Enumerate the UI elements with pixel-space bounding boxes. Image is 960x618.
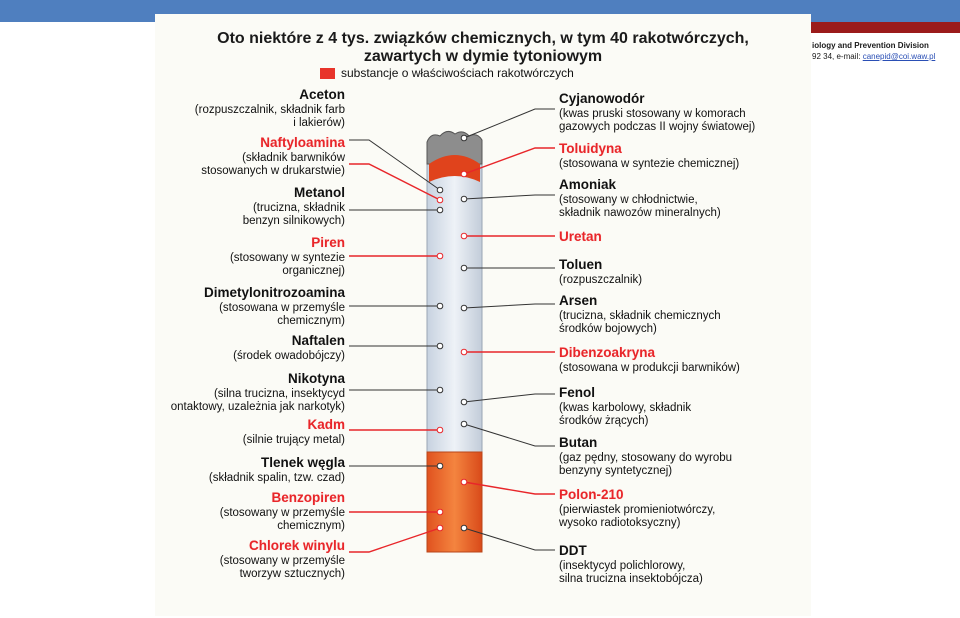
label-right-4 <box>559 256 809 287</box>
label-right-8 <box>559 434 809 478</box>
substance-name: Fenol <box>559 385 595 400</box>
org-name: iology and Prevention Division <box>812 41 929 50</box>
contact-text: 92 34, e-mail: <box>812 52 863 61</box>
label-left-7 <box>159 416 345 447</box>
leader-dot-left-5 <box>437 343 443 349</box>
substance-description: (rozpuszczalnik) <box>559 274 643 286</box>
substance-description: (stosowany w syntezie organicznej) <box>229 252 345 277</box>
substance-description: (stosowany w chłodnictwie, składnik nawozów mineralnych) <box>559 194 721 219</box>
substance-name: Piren <box>311 235 345 250</box>
substance-name: Kadm <box>307 417 345 432</box>
substance-name: Butan <box>559 435 598 450</box>
leader-dot-right-1 <box>461 171 467 177</box>
poster-title-line-1: Oto niektóre z 4 tys. związków chemicznych, w tym 40 rakotwórczych, <box>217 30 749 47</box>
label-left-3 <box>159 234 345 278</box>
leader-dot-left-6 <box>437 387 443 393</box>
substance-name: Metanol <box>293 185 345 200</box>
leader-dot-right-5 <box>461 305 467 311</box>
substance-description: (składnik barwników stosowanych w drukarstwie) <box>201 152 345 177</box>
leader-dot-left-7 <box>437 427 443 433</box>
label-right-3 <box>559 228 809 246</box>
leader-dot-left-1 <box>437 197 443 203</box>
leader-dot-right-6 <box>461 349 467 355</box>
leader-dot-left-2 <box>437 207 443 213</box>
leader-dot-left-9 <box>437 509 443 515</box>
cigarette-paper <box>427 164 482 452</box>
label-right-1 <box>559 140 809 171</box>
substance-description: (stosowana w syntezie chemicznej) <box>559 158 740 170</box>
substance-description: (kwas pruski stosowany w komorach gazowych podczas II wojny światowej) <box>559 108 756 133</box>
substance-description: (stosowany w przemyśle chemicznym) <box>219 507 345 532</box>
leader-dot-right-10 <box>461 525 467 531</box>
substance-name: Nikotyna <box>287 371 345 386</box>
substance-description: (stosowany w przemyśle tworzyw sztucznych) <box>219 555 345 580</box>
poster-title-line-2: zawartych w dymie tytoniowym <box>363 48 603 65</box>
label-left-1 <box>159 134 345 178</box>
substance-description: (insektycyd polichlorowy, silna trucizna insektobójcza) <box>559 560 703 585</box>
substance-name: Amoniak <box>559 177 617 192</box>
substance-name: DDT <box>559 543 587 558</box>
substance-description: (kwas karbolowy, składnik środków żrących) <box>559 402 692 427</box>
substance-name: Chlorek winylu <box>248 538 345 553</box>
leader-dot-right-9 <box>461 479 467 485</box>
label-left-10 <box>159 537 345 581</box>
label-left-6 <box>159 370 345 414</box>
substance-description: (silnie trujący metal) <box>242 434 345 446</box>
label-left-9 <box>159 489 345 533</box>
label-left-2 <box>159 184 345 228</box>
substance-name: Uretan <box>559 229 602 244</box>
label-right-0 <box>559 90 809 134</box>
substance-description: (stosowana w przemyśle chemicznym) <box>219 302 345 327</box>
leader-dot-left-3 <box>437 253 443 259</box>
leader-line-left-0 <box>349 140 440 190</box>
cigarette-filter <box>427 452 482 552</box>
label-left-4 <box>159 284 345 328</box>
leader-dot-right-8 <box>461 421 467 427</box>
leader-dot-right-4 <box>461 265 467 271</box>
substance-name: Tlenek węgla <box>260 455 345 470</box>
substance-name: Cyjanowodór <box>559 91 645 106</box>
leader-dot-left-10 <box>437 525 443 531</box>
label-right-6 <box>559 344 809 375</box>
leader-dot-right-0 <box>461 135 467 141</box>
substance-name: Aceton <box>299 87 345 102</box>
label-left-8 <box>159 454 345 485</box>
email-link[interactable]: canepid@coi.waw.pl <box>862 52 936 61</box>
leader-dot-left-4 <box>437 303 443 309</box>
substance-name: Toluen <box>559 257 603 272</box>
legend-text: substancje o właściwościach rakotwórczych <box>341 66 574 80</box>
leader-line-right-0 <box>464 109 555 138</box>
substance-description: (rozpuszczalnik, składnik farb i lakierów) <box>194 104 345 129</box>
slide-header-contact <box>812 40 935 62</box>
substance-name: Benzopiren <box>271 490 345 505</box>
leader-line-left-1 <box>349 164 440 200</box>
leader-dot-right-3 <box>461 233 467 239</box>
leader-line-left-10 <box>349 528 440 552</box>
leader-dot-left-0 <box>437 187 443 193</box>
label-right-10 <box>559 542 809 586</box>
substance-description: (trucizna, składnik chemicznych środków bojowych) <box>559 310 721 335</box>
label-right-5 <box>559 292 809 336</box>
label-right-9 <box>559 486 809 530</box>
substance-description: (składnik spalin, tzw. czad) <box>208 472 345 484</box>
substance-name: Dimetylonitrozoamina <box>203 285 345 300</box>
substance-name: Toluidyna <box>559 141 622 156</box>
substance-description: (stosowana w produkcji barwników) <box>559 362 740 374</box>
label-right-2 <box>559 176 809 220</box>
substance-description: (środek owadobójczy) <box>233 350 345 362</box>
leader-dot-right-7 <box>461 399 467 405</box>
substance-description: (gaz pędny, stosowany do wyrobu benzyny syntetycznej) <box>559 452 733 477</box>
slide-red-accent-bar <box>810 22 960 33</box>
leader-dot-right-2 <box>461 196 467 202</box>
label-right-7 <box>559 384 809 428</box>
substance-name: Naftalen <box>291 333 345 348</box>
leader-dot-left-8 <box>437 463 443 469</box>
substance-name: Naftyloamina <box>260 135 345 150</box>
substance-name: Polon-210 <box>559 487 624 502</box>
label-left-0 <box>159 86 345 130</box>
substance-name: Arsen <box>559 293 598 308</box>
cigarette <box>427 131 482 552</box>
substance-description: (silna trucizna, insektycyd ontaktowy, uzależnia jak narkotyk) <box>170 388 345 413</box>
label-left-5 <box>159 332 345 363</box>
substance-description: (pierwiastek promieniotwórczy, wysoko radiotoksyczny) <box>559 504 716 529</box>
cigarette-poster <box>155 14 811 616</box>
substance-description: (trucizna, składnik benzyn silnikowych) <box>242 202 345 227</box>
substance-name: Dibenzoakryna <box>559 345 656 360</box>
